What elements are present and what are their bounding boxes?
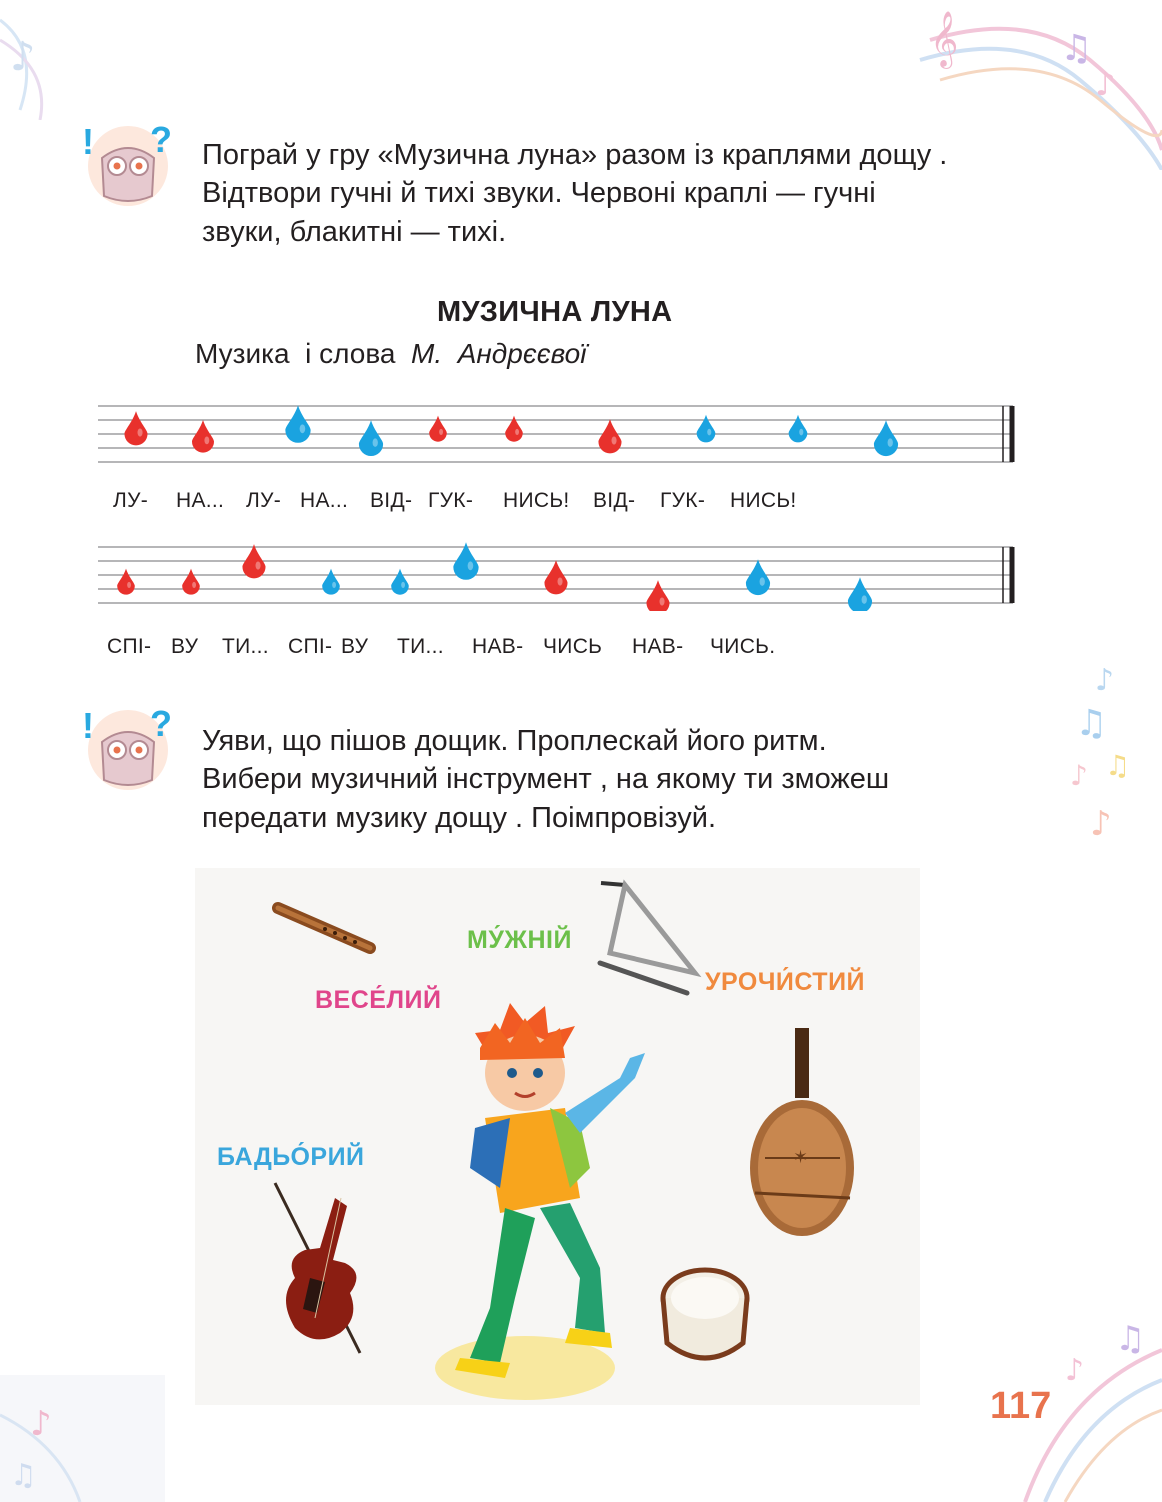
- lyric-syllable: ТИ...: [222, 635, 269, 658]
- lyric-syllable: ГУК-: [428, 489, 474, 512]
- task1-line-1: Пограй у гру «Музична луна» разом із краплями дощу .: [202, 139, 948, 171]
- page-number: 117: [990, 1385, 1052, 1427]
- drum-icon: [655, 1263, 755, 1378]
- word-badoryi: БАДЬО́РИЙ: [217, 1143, 365, 1171]
- bandura-icon: [745, 1028, 865, 1238]
- raindrop-highlight: [888, 438, 893, 446]
- raindrop-red-loud: [182, 569, 200, 595]
- lyric-syllable: НАВ-: [472, 635, 524, 658]
- lyric-syllable: ВІД-: [370, 489, 413, 512]
- svg-text:?: ?: [150, 119, 172, 160]
- svg-text:♫: ♫: [1105, 749, 1131, 782]
- task2-line-1: Уяви, що пішов дощик. Проплескай його ритм.: [202, 725, 827, 757]
- lyric-syllable: НИСЬ!: [503, 489, 570, 512]
- lyric-syllable: НИСЬ!: [730, 489, 797, 512]
- raindrop-blue-quiet: [359, 420, 383, 456]
- raindrop-highlight: [468, 561, 474, 570]
- song-author-prefix: Музика і слова: [195, 338, 412, 369]
- svg-text:!: !: [82, 121, 94, 162]
- raindrop-highlight: [707, 429, 711, 436]
- raindrop-blue-quiet: [874, 420, 898, 456]
- violin-icon: [255, 1178, 375, 1363]
- task2-line-3: передати музику дощу . Поімпровізуй.: [202, 802, 717, 834]
- svg-text:♫: ♫: [10, 1458, 37, 1493]
- lyric-syllable: ГУК-: [660, 489, 706, 512]
- lyric-syllable: ЛУ-: [113, 489, 149, 512]
- svg-text:♪: ♪: [1065, 1353, 1085, 1388]
- lyric-syllable: ЧИСЬ.: [710, 635, 776, 658]
- svg-text:♪: ♪: [10, 34, 36, 80]
- svg-text:♪: ♪: [1090, 804, 1112, 844]
- raindrop-highlight: [401, 582, 405, 588]
- instruments-illustration: [195, 868, 920, 1405]
- raindrop-blue-quiet: [322, 569, 340, 595]
- lyric-syllable: ЧИСЬ: [543, 635, 603, 658]
- music-staff-2: [98, 541, 1018, 611]
- raindrop-blue-quiet: [391, 569, 409, 595]
- svg-text:♫: ♫: [1075, 703, 1108, 744]
- svg-text:♪: ♪: [1095, 65, 1116, 103]
- word-muzhnii: МУ́ЖНІЙ: [467, 926, 572, 954]
- lyric-syllable: ЛУ-: [246, 489, 282, 512]
- raindrop-blue-quiet: [746, 559, 770, 595]
- raindrop-highlight: [332, 582, 336, 588]
- lyric-syllable: СПІ-: [288, 635, 333, 658]
- task1-line-3: звуки, блакитні — тихі.: [202, 216, 507, 248]
- sopilka-icon: [270, 898, 380, 958]
- svg-text:♪: ♪: [30, 1404, 52, 1444]
- raindrop-highlight: [204, 437, 209, 445]
- raindrop-highlight: [256, 561, 261, 569]
- task1-line-2: Відтвори гучні й тихі звуки. Червоні краплі — гучні: [202, 177, 876, 209]
- svg-text:♫: ♫: [1060, 28, 1093, 69]
- svg-text:?: ?: [150, 703, 172, 744]
- raindrop-highlight: [127, 582, 131, 588]
- raindrop-red-loud: [192, 420, 214, 453]
- word-urochystyi: УРОЧИ́СТИЙ: [705, 968, 866, 996]
- svg-text:♪: ♪: [1070, 759, 1088, 792]
- raindrop-blue-quiet: [697, 415, 716, 443]
- raindrop-blue-quiet: [285, 405, 310, 443]
- lyric-syllable: ТИ...: [397, 635, 444, 658]
- song-author-name: М. Андрєєвої: [411, 338, 587, 369]
- raindrop-highlight: [612, 436, 617, 444]
- raindrop-red-loud: [598, 419, 621, 453]
- raindrop-highlight: [558, 577, 563, 585]
- raindrop-red-loud: [124, 411, 147, 445]
- decor-notes-top-left: [0, 0, 120, 120]
- song-title: МУЗИЧНА ЛУНА: [437, 296, 673, 328]
- triangle-icon: [595, 873, 705, 998]
- raindrop-highlight: [660, 597, 665, 605]
- raindrop-blue-quiet: [848, 577, 872, 611]
- music-staff-1: [98, 400, 1018, 470]
- raindrop-highlight: [192, 582, 196, 588]
- lyric-syllable: ВУ: [171, 635, 199, 658]
- raindrop-red-loud: [646, 580, 669, 611]
- raindrop-highlight: [799, 429, 803, 436]
- lyric-syllable: НАВ-: [632, 635, 684, 658]
- raindrop-highlight: [862, 595, 867, 603]
- raindrop-highlight: [439, 429, 443, 435]
- lyric-syllable: ВІД-: [593, 489, 636, 512]
- svg-text:♫: ♫: [1115, 1319, 1146, 1359]
- raindrop-highlight: [373, 438, 378, 446]
- raindrop-blue-quiet: [453, 542, 478, 580]
- dancing-boy-illustration: [430, 998, 680, 1403]
- raindrop-highlight: [300, 424, 306, 433]
- lyric-syllable: НА...: [176, 489, 225, 512]
- raindrop-highlight: [515, 429, 519, 435]
- raindrop-blue-quiet: [789, 415, 808, 443]
- svg-text:✶: ✶: [793, 1147, 809, 1168]
- lyric-syllable: ВУ: [341, 635, 369, 658]
- decor-notes-right: [1070, 655, 1140, 845]
- svg-text:𝄞: 𝄞: [930, 11, 959, 67]
- raindrop-red-loud: [242, 544, 265, 578]
- raindrop-highlight: [138, 428, 143, 436]
- lyric-syllable: СПІ-: [107, 635, 152, 658]
- task2-line-2: Вибери музичний інструмент , на якому ти зможеш: [202, 763, 890, 795]
- owl-question-icon: [80, 702, 172, 792]
- word-veselyi: ВЕСЕ́ЛИЙ: [315, 986, 442, 1014]
- raindrop-red-loud: [544, 560, 567, 594]
- svg-text:♪: ♪: [1095, 663, 1115, 698]
- svg-text:!: !: [82, 705, 94, 746]
- raindrop-highlight: [760, 577, 765, 585]
- decor-notes-bottom-left: [0, 1375, 165, 1502]
- raindrop-red-loud: [117, 569, 135, 595]
- decor-notes-top-right: [910, 0, 1162, 170]
- lyric-syllable: НА...: [300, 489, 349, 512]
- song-author: [195, 338, 586, 370]
- owl-question-icon: [80, 118, 172, 208]
